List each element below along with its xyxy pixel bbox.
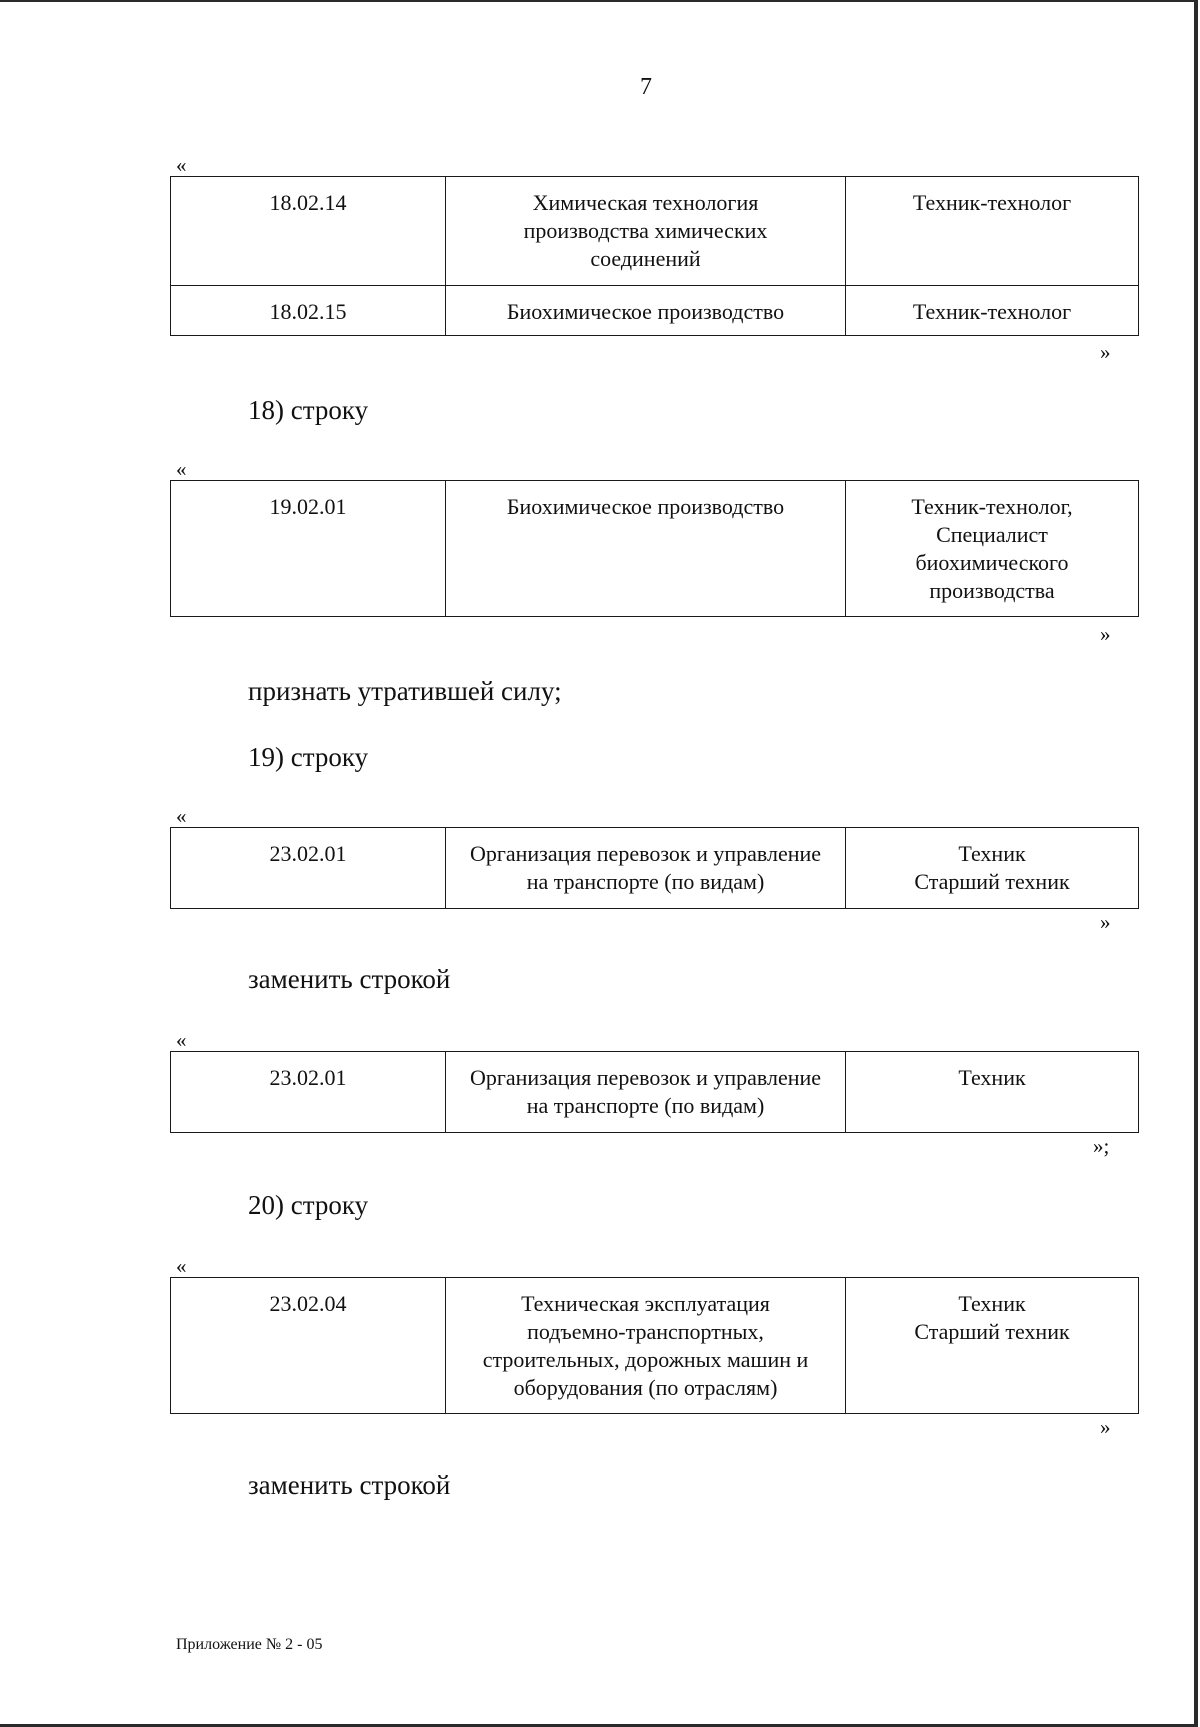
qualification-line: Техник [958,1291,1026,1316]
name-cell [446,828,846,909]
code-cell: 23.02.04 [171,1278,446,1414]
name-line: Организация перевозок и управление [469,1065,822,1090]
qualification-line: биохимического [915,550,1069,575]
name-line: соединений [590,246,701,271]
table-row [171,286,1139,336]
qualification-line: Техник-технолог [912,190,1072,215]
qualification-line: Специалист [936,522,1048,547]
table-row [171,828,1139,909]
open-quote: « [176,804,187,828]
name-line: на транспорте (по видам) [526,1093,765,1118]
qualification-line: Старший техник [914,869,1070,894]
name-cell [446,481,846,617]
open-quote: « [176,457,187,481]
paragraph-item-19: 19) строку [248,742,369,772]
amendment-table-5 [170,1277,1139,1414]
footer-appendix-note: Приложение № 2 - 05 [176,1636,323,1653]
code-cell: 19.02.01 [171,481,446,617]
amendment-table-2 [170,480,1139,617]
name-cell [446,1278,846,1414]
qualification-cell [846,1278,1139,1414]
name-cell [446,1052,846,1133]
name-line: строительных, дорожных машин и [482,1347,809,1372]
qualification-cell [846,828,1139,909]
name-line: Биохимическое производство [506,299,785,324]
qualification-line: Техник [958,1065,1026,1090]
code-cell: 23.02.01 [171,828,446,909]
open-quote: « [176,1254,187,1278]
name-cell [446,177,846,286]
qualification-line: Техник-технолог, [911,494,1073,519]
name-cell [446,286,846,336]
open-quote: « [176,1028,187,1052]
qualification-line: Техник-технолог [912,299,1072,324]
close-quote: » [1100,1415,1111,1439]
qualification-line: Техник [958,841,1026,866]
amendment-table-3 [170,827,1139,909]
table-row [171,1278,1139,1414]
name-line: подъемно-транспортных, [527,1319,764,1344]
paragraph-item-18: 18) строку [248,395,369,425]
name-line: оборудования (по отраслям) [513,1375,778,1400]
qualification-cell [846,286,1139,336]
close-quote: » [1100,910,1111,934]
qualification-cell [846,481,1139,617]
open-quote: « [176,153,187,177]
paragraph-invalidate: признать утратившей силу; [248,676,562,706]
qualification-line: Старший техник [914,1319,1070,1344]
paragraph-item-20: 20) строку [248,1190,369,1220]
close-quote-semicolon: »; [1093,1134,1110,1158]
code-cell: 18.02.14 [171,177,446,286]
qualification-cell [846,177,1139,286]
table-row [171,177,1139,286]
qualification-line: производства [929,578,1055,603]
code-cell: 23.02.01 [171,1052,446,1133]
qualification-cell [846,1052,1139,1133]
paragraph-replace-2: заменить строкой [248,1470,451,1500]
name-line: на транспорте (по видам) [526,869,765,894]
name-line: Техническая эксплуатация [521,1291,770,1316]
amendment-table-4 [170,1051,1139,1133]
close-quote: » [1100,340,1111,364]
code-cell: 18.02.15 [171,286,446,336]
page-number: 7 [640,74,652,100]
close-quote: » [1100,622,1111,646]
paragraph-replace-1: заменить строкой [248,964,451,994]
amendment-table-1 [170,176,1139,336]
name-line: производства химических [523,218,768,243]
name-line: Химическая технология [532,190,759,215]
table-row [171,1052,1139,1133]
name-line: Организация перевозок и управление [469,841,822,866]
table-row [171,481,1139,617]
name-line: Биохимическое производство [506,494,785,519]
